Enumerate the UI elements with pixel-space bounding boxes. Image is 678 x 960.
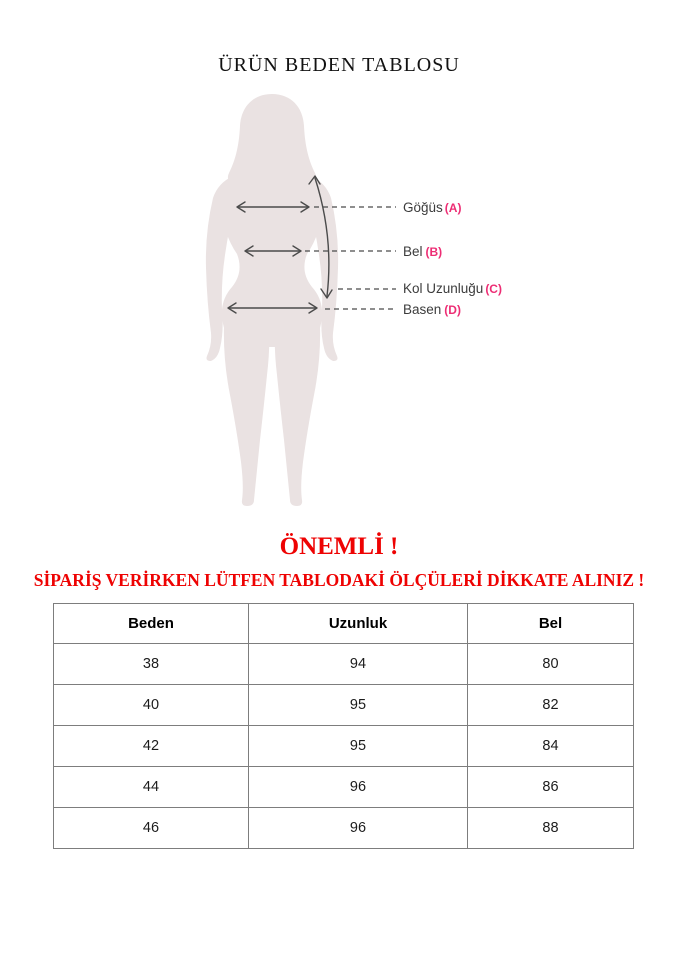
label-arm-length: Kol Uzunluğu (C) — [403, 281, 502, 296]
table-cell: 40 — [54, 685, 249, 726]
table-row — [54, 644, 634, 685]
table-cell: 96 — [249, 808, 468, 849]
silhouette-torso — [222, 172, 322, 347]
body-measurement-diagram — [0, 85, 678, 520]
silhouette-right-leg — [275, 325, 320, 506]
size-table — [53, 603, 634, 849]
label-chest: Göğüs (A) — [403, 200, 462, 215]
table-cell: 44 — [54, 767, 249, 808]
page-title: ÜRÜN BEDEN TABLOSU — [218, 54, 460, 76]
table-cell: 84 — [468, 726, 634, 767]
table-row — [54, 726, 634, 767]
silhouette-left-leg — [224, 325, 269, 506]
table-row — [54, 808, 634, 849]
table-cell: 42 — [54, 726, 249, 767]
table-cell: 46 — [54, 808, 249, 849]
female-body-silhouette — [206, 94, 338, 506]
header-uzunluk: Uzunluk — [249, 604, 468, 644]
table-cell: 94 — [249, 644, 468, 685]
important-heading: ÖNEMLİ ! — [279, 533, 399, 560]
table-cell: 95 — [249, 726, 468, 767]
table-row — [54, 767, 634, 808]
silhouette-head — [228, 94, 316, 182]
measurement-labels — [403, 200, 502, 317]
label-waist: Bel (B) — [403, 244, 443, 259]
header-beden: Beden — [54, 604, 249, 644]
label-hip: Basen (D) — [403, 302, 461, 317]
table-cell: 80 — [468, 644, 634, 685]
table-row — [54, 685, 634, 726]
table-cell: 95 — [249, 685, 468, 726]
table-cell: 96 — [249, 767, 468, 808]
table-cell: 38 — [54, 644, 249, 685]
order-warning-text: SİPARİŞ VERİRKEN LÜTFEN TABLODAKİ ÖLÇÜLERİ DİKKATE ALINIZ ! — [33, 570, 645, 590]
table-cell: 86 — [468, 767, 634, 808]
header-bel: Bel — [468, 604, 634, 644]
size-table-header-row — [54, 604, 634, 644]
table-cell: 82 — [468, 685, 634, 726]
table-cell: 88 — [468, 808, 634, 849]
